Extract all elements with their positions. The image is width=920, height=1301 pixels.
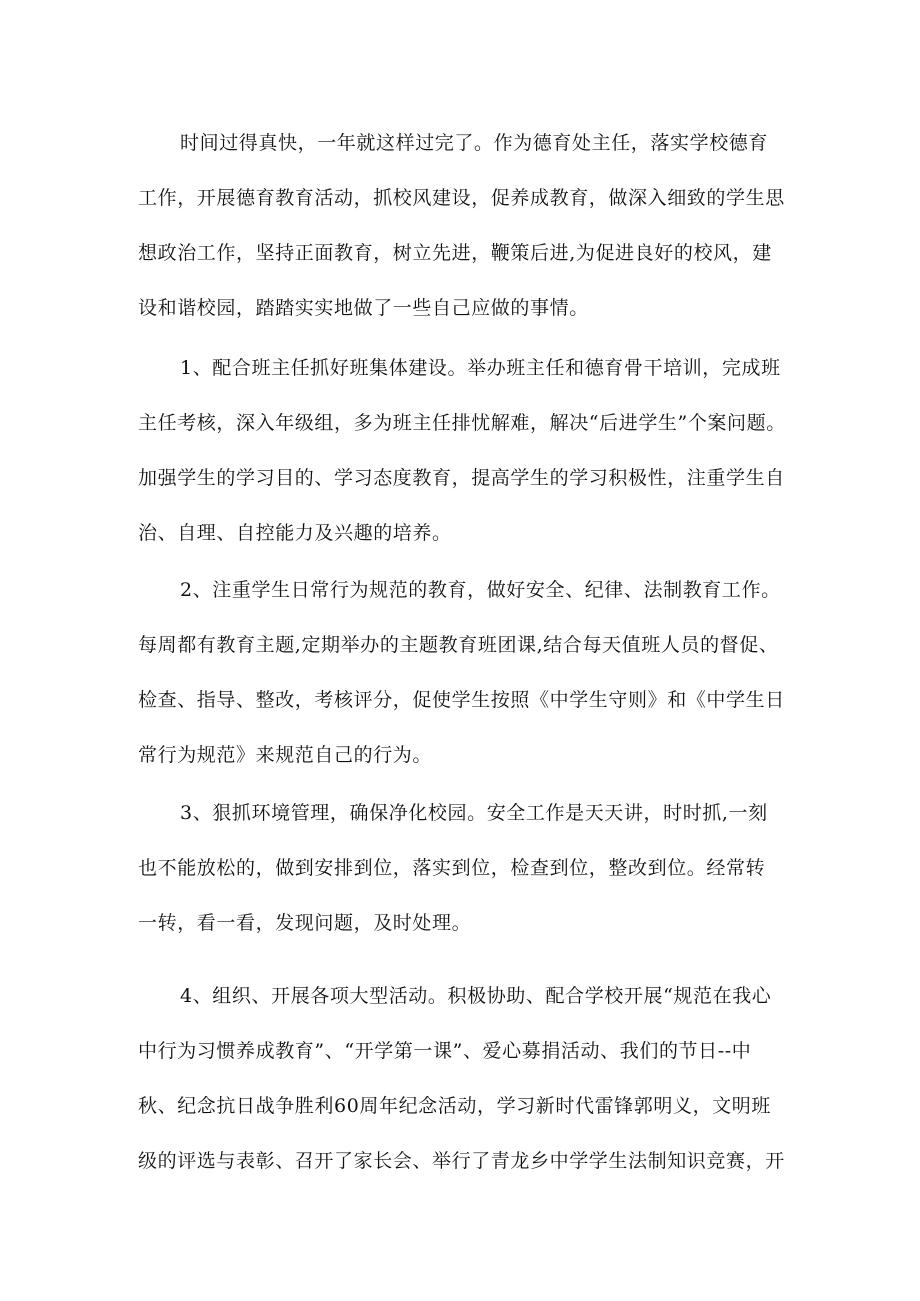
paragraph-line: 级的评选与表彰、召开了家长会、举行了青龙乡中学学生法制知识竞赛，开 [138,1150,785,1172]
paragraph-line: 中行为习惯养成教育”、“开学第一课”、爱心募捐活动、我们的节日--中 [138,1040,752,1062]
paragraph-line: 3、狠抓环境管理，确保净化校园。安全工作是天天讲，时时抓,一刻 [180,802,768,824]
paragraph-line: 时间过得真快，一年就这样过完了。作为德育处主任，落实学校德育 [180,132,769,154]
paragraph-line: 4、组织、开展各项大型活动。积极协助、配合学校开展“规范在我心 [180,985,772,1007]
paragraph-line: 常行为规范》来规范自己的行为。 [138,744,433,766]
paragraph-line: 1、配合班主任抓好班集体建设。举办班主任和德育骨干培训，完成班 [180,357,781,379]
paragraph-line: 秋、纪念抗日战争胜利60周年纪念活动，学习新时代雷锋郭明义，文明班 [138,1095,771,1117]
paragraph-line: 加强学生的学习目的、学习态度教育，提高学生的学习积极性，注重学生自 [138,467,785,489]
paragraph-line: 每周都有教育主题,定期举办的主题教育班团课,结合每天值班人员的督促、 [138,634,779,656]
paragraph-line: 一转，看一看，发现问题，及时处理。 [138,912,472,934]
paragraph-line: 设和谐校园，踏踏实实地做了一些自己应做的事情。 [138,297,589,319]
paragraph-line: 治、自理、自控能力及兴趣的培养。 [138,522,452,544]
paragraph-line: 2、注重学生日常行为规范的教育，做好安全、纪律、法制教育工作。 [180,579,781,601]
paragraph-line: 想政治工作，坚持正面教育，树立先进，鞭策后进,为促进良好的校风，建 [138,242,772,264]
paragraph-line: 主任考核，深入年级组，多为班主任排忧解难，解决“后进学生”个案问题。 [138,412,786,434]
paragraph-line: 也不能放松的，做到安排到位，落实到位，检查到位，整改到位。经常转 [138,857,766,879]
paragraph-line: 检查、指导、整改，考核评分，促使学生按照《中学生守则》和《中学生日 [138,689,785,711]
paragraph-line: 工作，开展德育教育活动，抓校风建设，促养成教育，做深入细致的学生思 [138,187,785,209]
